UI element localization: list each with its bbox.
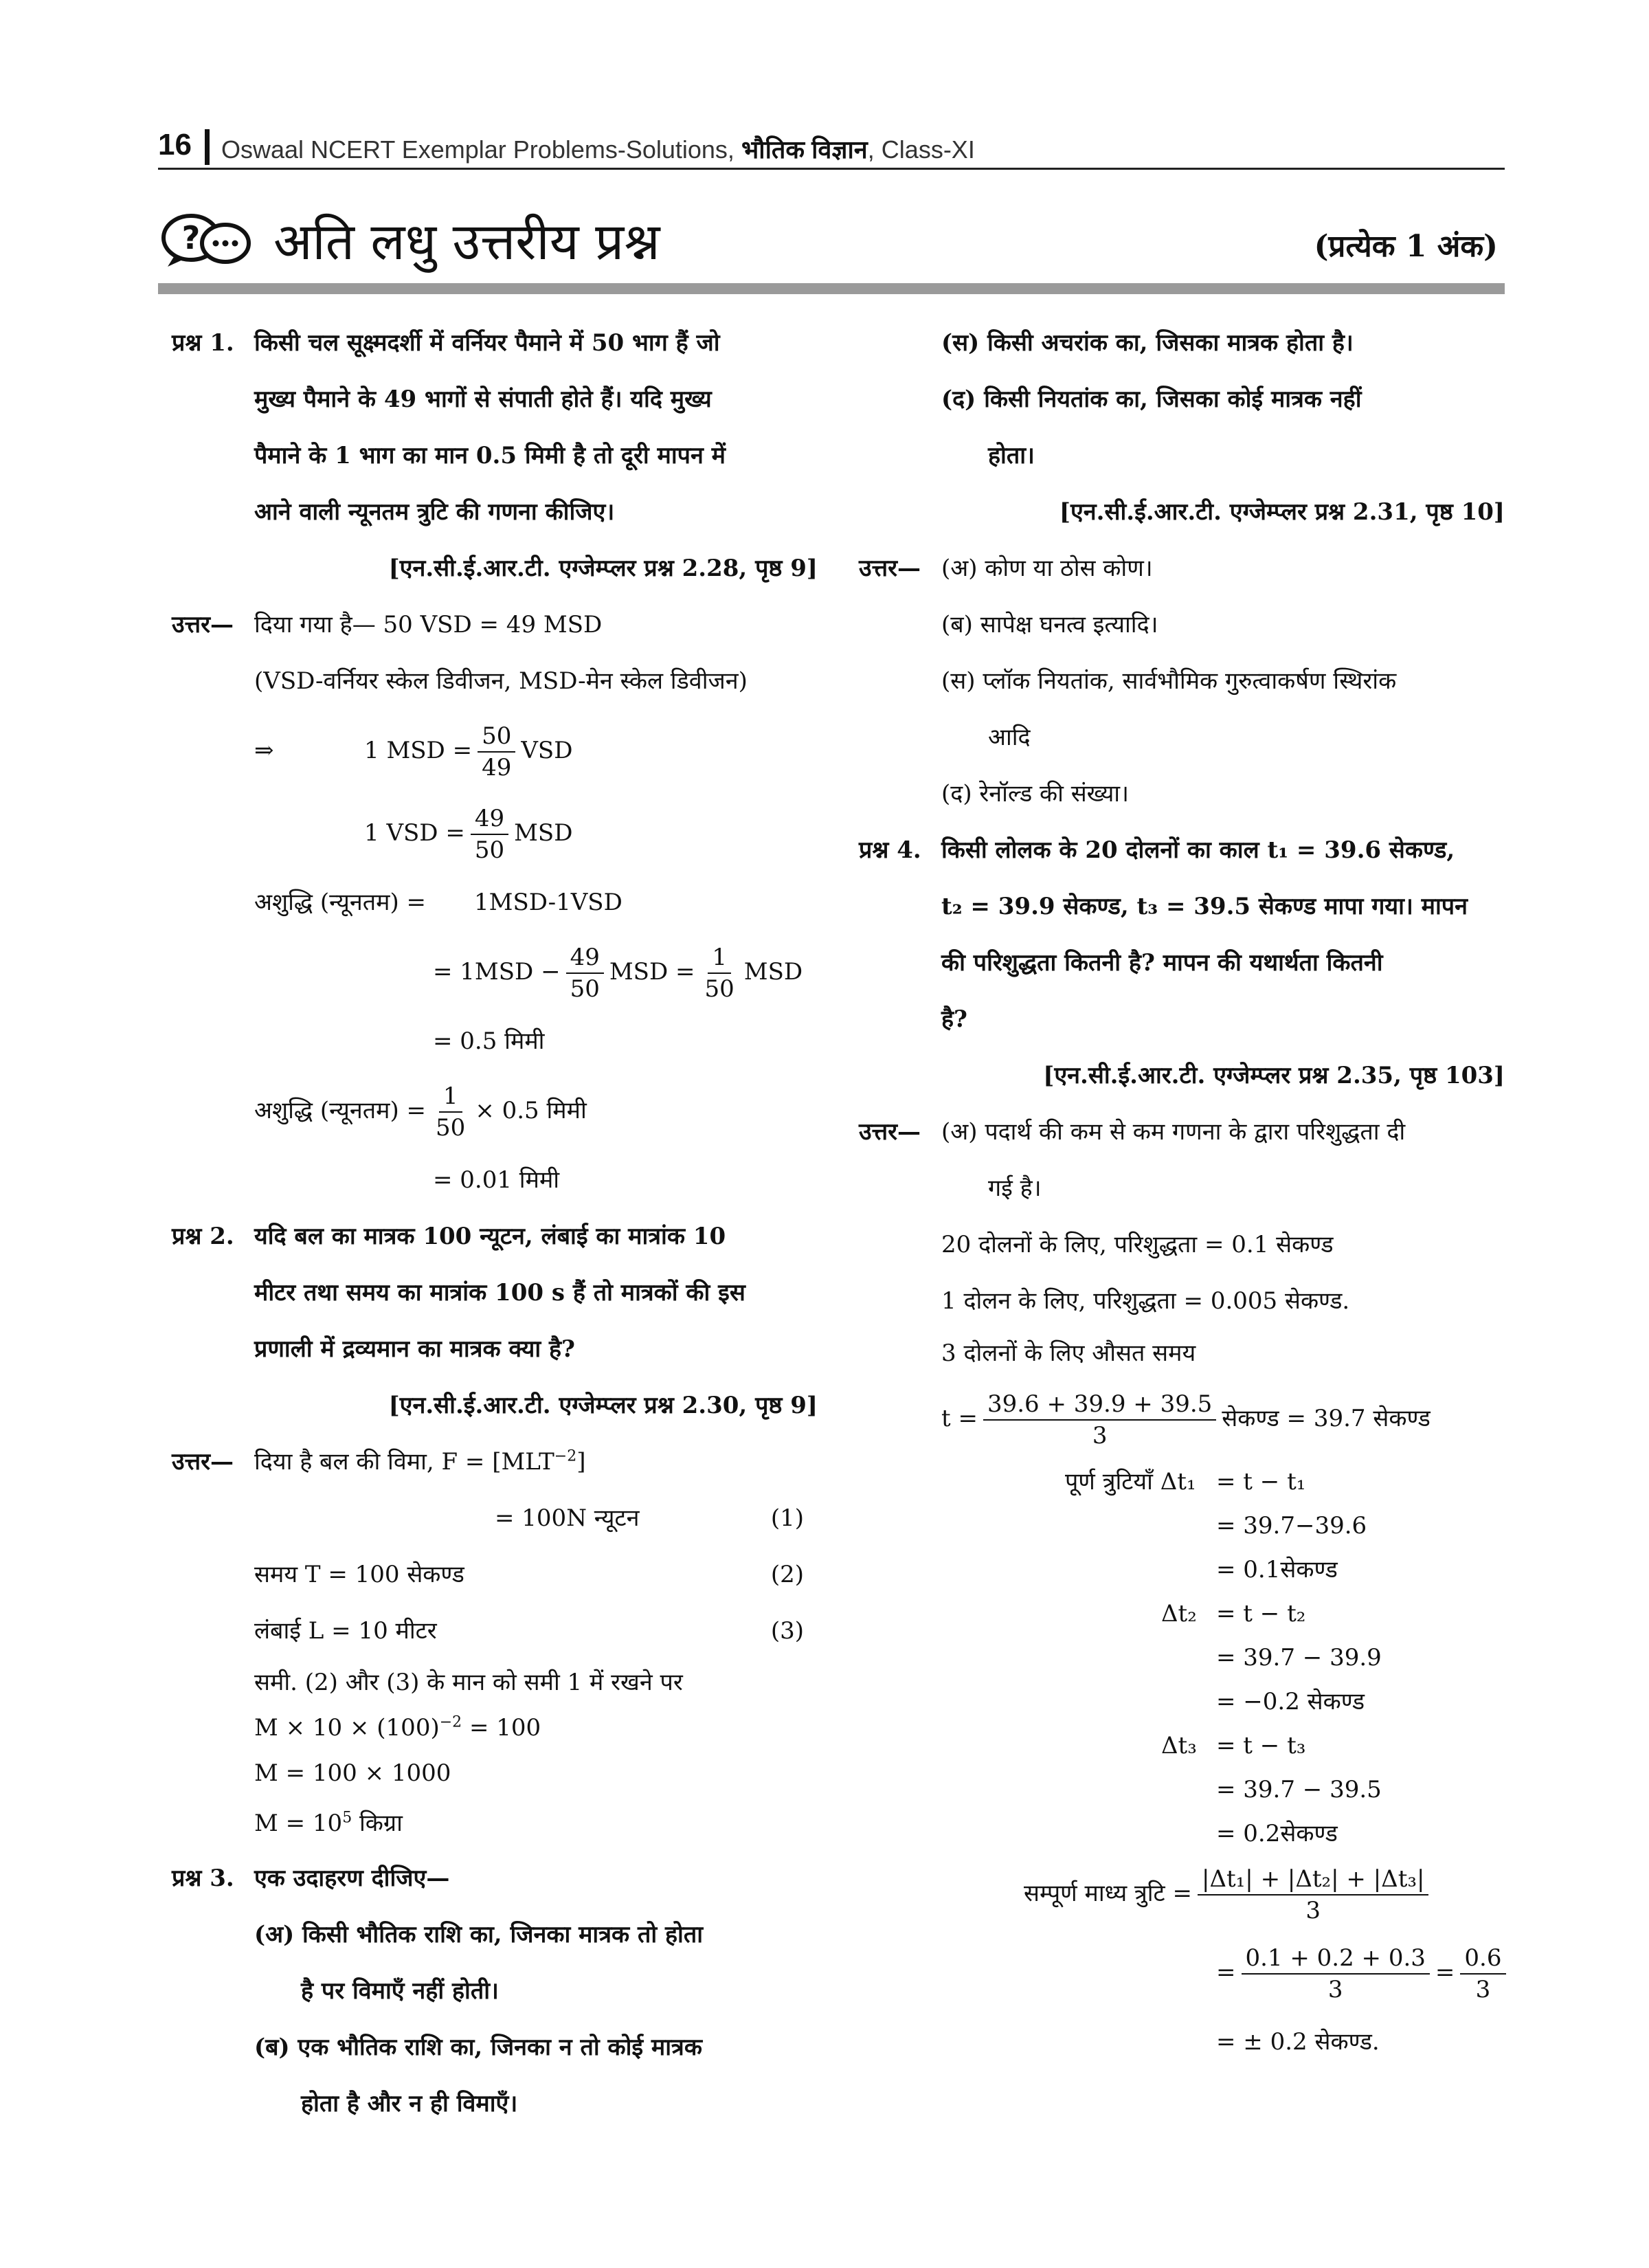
equation-number: (3) xyxy=(770,1617,804,1645)
equation-line xyxy=(172,1152,818,1208)
eq-part: ] xyxy=(576,1448,586,1476)
question-text: t₂ = 39.9 सेकण्ड, t₃ = 39.5 सेकण्ड मापा गया। मापन xyxy=(941,893,1468,920)
equation-line xyxy=(859,1377,1505,1460)
equation-line xyxy=(172,792,818,874)
question-4-line xyxy=(859,991,1505,1047)
question-text: मीटर तथा समय का मात्रांक 100 s हैं तो मात्रकों की इस xyxy=(254,1279,745,1307)
equation xyxy=(254,1069,587,1152)
eq-unit: MSD xyxy=(514,819,573,847)
eq-part: दिया है बल की विमा, F = [MLT xyxy=(254,1448,554,1476)
fraction xyxy=(701,942,739,1004)
answer-text xyxy=(254,1706,541,1750)
answer-line xyxy=(172,1434,818,1490)
book-title xyxy=(221,132,975,166)
question-text: है? xyxy=(941,1005,967,1033)
fraction xyxy=(478,721,515,783)
question-3-option xyxy=(172,2019,818,2076)
answer-text: दिया गया है— 50 VSD = 49 MSD xyxy=(254,611,603,638)
equation xyxy=(1024,1856,1434,1931)
answer-line xyxy=(859,1160,1505,1216)
question-3-option xyxy=(859,427,1505,484)
numerator: 49 xyxy=(471,803,508,835)
fraction xyxy=(566,942,604,1004)
answer-line xyxy=(859,709,1505,766)
equation-line xyxy=(859,1931,1505,2014)
answer-text: (VSD-वर्नियर स्केल डिवीजन, MSD-मेन स्केल डिवीजन) xyxy=(254,667,748,695)
question-1-line xyxy=(172,315,818,371)
answer-line xyxy=(859,1104,1505,1160)
answer-text: लंबाई L = 10 मीटर xyxy=(254,1617,437,1645)
answer-label: उत्तर— xyxy=(859,555,921,582)
equation xyxy=(433,931,803,1013)
answer-line xyxy=(172,1750,818,1797)
answer-text: समय T = 100 सेकण्ड xyxy=(254,1561,464,1588)
equation xyxy=(941,1377,1431,1460)
denominator: 50 xyxy=(436,1114,466,1142)
equation-number: (2) xyxy=(770,1561,804,1588)
answer-text: (द) रेनॉल्ड की संख्या। xyxy=(941,780,1129,808)
equation: = 0.01 मिमी xyxy=(433,1166,560,1194)
eq-part: = 100 xyxy=(462,1714,541,1742)
equation-line xyxy=(172,709,818,792)
eq-part: MSD xyxy=(743,958,803,986)
section-marks: (प्रत्येक 1 अंक) xyxy=(1314,229,1498,264)
denominator: 3 xyxy=(1327,1976,1343,2003)
answer-line xyxy=(172,1797,818,1850)
equation-line xyxy=(172,931,818,1013)
equation xyxy=(364,792,572,874)
answer-line xyxy=(859,653,1505,709)
question-1-line xyxy=(172,427,818,484)
denominator: 50 xyxy=(474,836,505,864)
option-text: (अ) किसी भौतिक राशि का, जिनका मात्रक तो होता xyxy=(254,1921,704,1948)
fraction xyxy=(431,1081,469,1143)
reference: [एन.सी.ई.आर.टी. एग्जेम्प्लर प्रश्न 2.35, पृष्ठ 103] xyxy=(1043,1062,1505,1089)
option-text: होता। xyxy=(988,442,1035,469)
answer-text: (अ) कोण या ठोस कोण। xyxy=(941,555,1153,582)
answer-text: समी. (2) और (3) के मान को समी 1 में रखने पर xyxy=(254,1669,683,1696)
eq-lhs: t = xyxy=(941,1405,978,1432)
eq-part: × 0.5 मिमी xyxy=(475,1097,587,1124)
question-1-line xyxy=(172,484,818,540)
answer-label: उत्तर— xyxy=(859,1118,921,1146)
question-text: पैमाने के 1 भाग का मान 0.5 मिमी है तो दूरी मापन में xyxy=(254,442,726,469)
question-text: की परिशुद्धता कितनी है? मापन की यथार्थता कितनी xyxy=(941,949,1383,977)
answer-text: (स) प्लॉक नियतांक, सार्वभौमिक गुरुत्वाकर्षण स्थिरांक xyxy=(941,667,1397,695)
eq-part: = xyxy=(1216,1959,1236,1986)
question-1-line xyxy=(172,371,818,427)
numerator: |Δt₁| + |Δt₂| + |Δt₃| xyxy=(1198,1864,1428,1895)
page-number: 16 xyxy=(158,128,192,162)
header-divider xyxy=(205,129,210,165)
eq-part: सेकण्ड = 39.7 सेकण्ड xyxy=(1222,1405,1431,1432)
eq-unit: VSD xyxy=(521,737,573,764)
answer-line xyxy=(859,1216,1505,1273)
equation-line xyxy=(172,1069,818,1152)
superscript: 5 xyxy=(342,1809,352,1827)
fraction xyxy=(471,803,508,865)
numerator: 39.6 + 39.9 + 39.5 xyxy=(983,1389,1216,1421)
question-label: प्रश्न 3. xyxy=(172,1865,234,1892)
answer-text: 20 दोलनों के लिए, परिशुद्धता = 0.1 सेकण्ड xyxy=(941,1231,1334,1258)
title-subject: भौतिक विज्ञान xyxy=(741,135,868,164)
question-text: एक उदाहरण दीजिए— xyxy=(254,1865,450,1892)
eq-part: M × 10 × (100) xyxy=(254,1714,440,1742)
question-4-line xyxy=(859,878,1505,935)
equation xyxy=(364,709,572,792)
left-column xyxy=(172,315,818,2132)
question-text: प्रणाली में द्रव्यमान का मात्रक क्या है? xyxy=(254,1335,575,1363)
answer-text: 1 दोलन के लिए, परिशुद्धता = 0.005 सेकण्ड. xyxy=(941,1287,1350,1315)
denominator: 3 xyxy=(1305,1897,1321,1924)
question-text: आने वाली न्यूनतम त्रुटि की गणना कीजिए। xyxy=(254,498,615,526)
equation: = 39.7 − 39.5 xyxy=(1216,1776,1382,1803)
eq-part: किग्रा xyxy=(352,1810,403,1837)
running-header xyxy=(158,125,1505,170)
section-title: अति लधु उत्तरीय प्रश्न xyxy=(273,212,660,271)
fraction xyxy=(983,1389,1216,1451)
title-pre: Oswaal NCERT Exemplar Problems-Solutions, xyxy=(221,135,741,164)
error-label: पूर्ण त्रुटियाँ Δt₁ xyxy=(1065,1468,1196,1496)
answer-line xyxy=(859,597,1505,653)
question-label: प्रश्न 2. xyxy=(172,1223,234,1250)
answer-label: उत्तर— xyxy=(172,611,234,638)
question-3-option xyxy=(172,2076,818,2132)
equation-line xyxy=(859,1460,1505,1504)
answer-line xyxy=(859,540,1505,597)
error-label: अशुद्धि (न्यूनतम) = xyxy=(254,889,427,916)
equation-line xyxy=(859,1724,1505,1768)
equation-line xyxy=(859,1812,1505,1856)
answer-text: गई है। xyxy=(988,1175,1042,1202)
answer-text xyxy=(254,1797,403,1850)
answer-text xyxy=(254,1434,585,1490)
question-3-option xyxy=(172,1906,818,1963)
option-text: (ब) एक भौतिक राशि का, जिनका न तो कोई मात्रक xyxy=(254,2034,702,2061)
error-label: Δt₂ xyxy=(1161,1600,1197,1627)
equation-line xyxy=(859,1856,1505,1931)
section-heading xyxy=(158,201,1505,294)
question-label: प्रश्न 1. xyxy=(172,329,234,357)
answer-line xyxy=(172,1603,818,1659)
eq-lhs: 1 MSD = xyxy=(364,737,473,764)
equation-line xyxy=(859,1636,1505,1680)
fraction xyxy=(1242,1943,1430,2005)
question-text: किसी लोलक के 20 दोलनों का काल t₁ = 39.6 सेकण्ड, xyxy=(941,836,1455,864)
equation: = 39.7−39.6 xyxy=(1216,1512,1367,1539)
answer-label: उत्तर— xyxy=(172,1448,234,1476)
answer-text: (ब) सापेक्ष घनत्व इत्यादि। xyxy=(941,611,1158,638)
answer-text: = 100N न्यूटन xyxy=(495,1504,640,1532)
numerator: 0.6 xyxy=(1460,1943,1505,1975)
denominator: 3 xyxy=(1092,1422,1108,1449)
answer-line xyxy=(172,1659,818,1706)
question-text: यदि बल का मात्रक 100 न्यूटन, लंबाई का मात्रांक 10 xyxy=(254,1223,726,1250)
option-text: (द) किसी नियतांक का, जिसका कोई मात्रक नहीं xyxy=(941,386,1362,413)
option-text: होता है और न ही विमाएँ। xyxy=(301,2090,518,2117)
equation: = 0.1सेकण्ड xyxy=(1216,1556,1338,1583)
eq-part: = xyxy=(1435,1959,1455,1986)
equation-line xyxy=(859,1548,1505,1592)
denominator: 50 xyxy=(570,975,600,1003)
equation: = 0.2सेकण्ड xyxy=(1216,1820,1338,1847)
equation-line xyxy=(859,1592,1505,1636)
answer-line xyxy=(859,1329,1505,1377)
question-2-line xyxy=(172,1208,818,1265)
equation-number: (1) xyxy=(770,1504,804,1532)
answer-line xyxy=(859,766,1505,822)
equation-line xyxy=(859,1768,1505,1812)
equation xyxy=(1216,1931,1512,2014)
answer-text: 3 दोलनों के लिए औसत समय xyxy=(941,1339,1196,1367)
equation-line xyxy=(859,2014,1505,2070)
answer-text: आदि xyxy=(988,724,1031,751)
error-label: अशुद्धि (न्यूनतम) = xyxy=(254,1097,427,1124)
answer-line xyxy=(172,1546,818,1603)
eq-lhs: 1 VSD = xyxy=(364,819,465,847)
question-3-option xyxy=(172,1963,818,2019)
title-post: , Class-XI xyxy=(867,135,975,164)
equation-line xyxy=(859,1504,1505,1548)
equation: 1MSD-1VSD xyxy=(474,889,622,916)
question-2-line xyxy=(172,1265,818,1321)
numerator: 1 xyxy=(439,1081,462,1113)
fraction xyxy=(1460,1943,1505,2005)
denominator: 49 xyxy=(482,754,512,781)
numerator: 49 xyxy=(566,942,604,974)
question-4-line xyxy=(859,822,1505,878)
reference: [एन.सी.ई.आर.टी. एग्जेम्प्लर प्रश्न 2.31, पृष्ठ 10] xyxy=(1059,498,1505,526)
option-text: (स) किसी अचरांक का, जिसका मात्रक होता है। xyxy=(941,329,1354,357)
question-label: प्रश्न 4. xyxy=(859,836,921,864)
option-text: है पर विमाएँ नहीं होती। xyxy=(301,1977,499,2005)
numerator: 0.1 + 0.2 + 0.3 xyxy=(1242,1943,1430,1975)
fraction xyxy=(1198,1864,1428,1926)
eq-lhs: सम्पूर्ण माध्य त्रुटि = xyxy=(1024,1880,1192,1907)
equation-line xyxy=(172,1013,818,1069)
svg-text:?: ? xyxy=(181,219,201,256)
question-4-line xyxy=(859,935,1505,991)
eq-part: M = 10 xyxy=(254,1810,343,1837)
question-3-line xyxy=(172,1850,818,1906)
question-3-option xyxy=(859,315,1505,371)
eq-part: MSD = xyxy=(609,958,695,986)
equation: = 39.7 − 39.9 xyxy=(1216,1644,1382,1671)
answer-text: (अ) पदार्थ की कम से कम गणना के द्वारा परिशुद्धता दी xyxy=(941,1118,1406,1146)
answer-line xyxy=(172,653,818,709)
equation: = t − t₃ xyxy=(1216,1732,1306,1759)
question-chat-icon xyxy=(158,208,254,269)
numerator: 1 xyxy=(708,942,731,974)
equation-line xyxy=(172,874,818,931)
question-text: मुख्य पैमाने के 49 भागों से संपाती होते हैं। यदि मुख्य xyxy=(254,386,712,413)
superscript: −2 xyxy=(439,1713,462,1731)
answer-line xyxy=(859,1273,1505,1329)
equation-line xyxy=(859,1680,1505,1724)
reference: [एन.सी.ई.आर.टी. एग्जेम्प्लर प्रश्न 2.30, पृष्ठ 9] xyxy=(388,1392,818,1419)
eq-part: = 1MSD − xyxy=(433,958,561,986)
numerator: 50 xyxy=(478,721,515,753)
question-3-option xyxy=(859,371,1505,427)
reference: [एन.सी.ई.आर.टी. एग्जेम्प्लर प्रश्न 2.28, पृष्ठ 9] xyxy=(388,555,818,582)
denominator: 50 xyxy=(704,975,734,1003)
answer-line xyxy=(172,1706,818,1750)
right-column xyxy=(859,315,1505,2070)
equation: = t − t₁ xyxy=(1216,1468,1306,1496)
equation: = −0.2 सेकण्ड xyxy=(1216,1688,1365,1715)
answer-line xyxy=(172,1490,818,1546)
answer-text: M = 100 × 1000 xyxy=(254,1759,451,1787)
question-text: किसी चल सूक्ष्मदर्शी में वर्नियर पैमाने में 50 भाग हैं जो xyxy=(254,329,720,357)
denominator: 3 xyxy=(1475,1976,1491,2003)
error-label: Δt₃ xyxy=(1161,1732,1197,1759)
equation: = t − t₂ xyxy=(1216,1600,1306,1627)
implies-symbol: ⇒ xyxy=(254,737,274,764)
question-2-line xyxy=(172,1321,818,1377)
superscript: −2 xyxy=(554,1447,577,1465)
equation: = 0.5 मिमी xyxy=(433,1027,545,1055)
answer-line xyxy=(172,597,818,653)
equation: = ± 0.2 सेकण्ड. xyxy=(1216,2028,1380,2056)
